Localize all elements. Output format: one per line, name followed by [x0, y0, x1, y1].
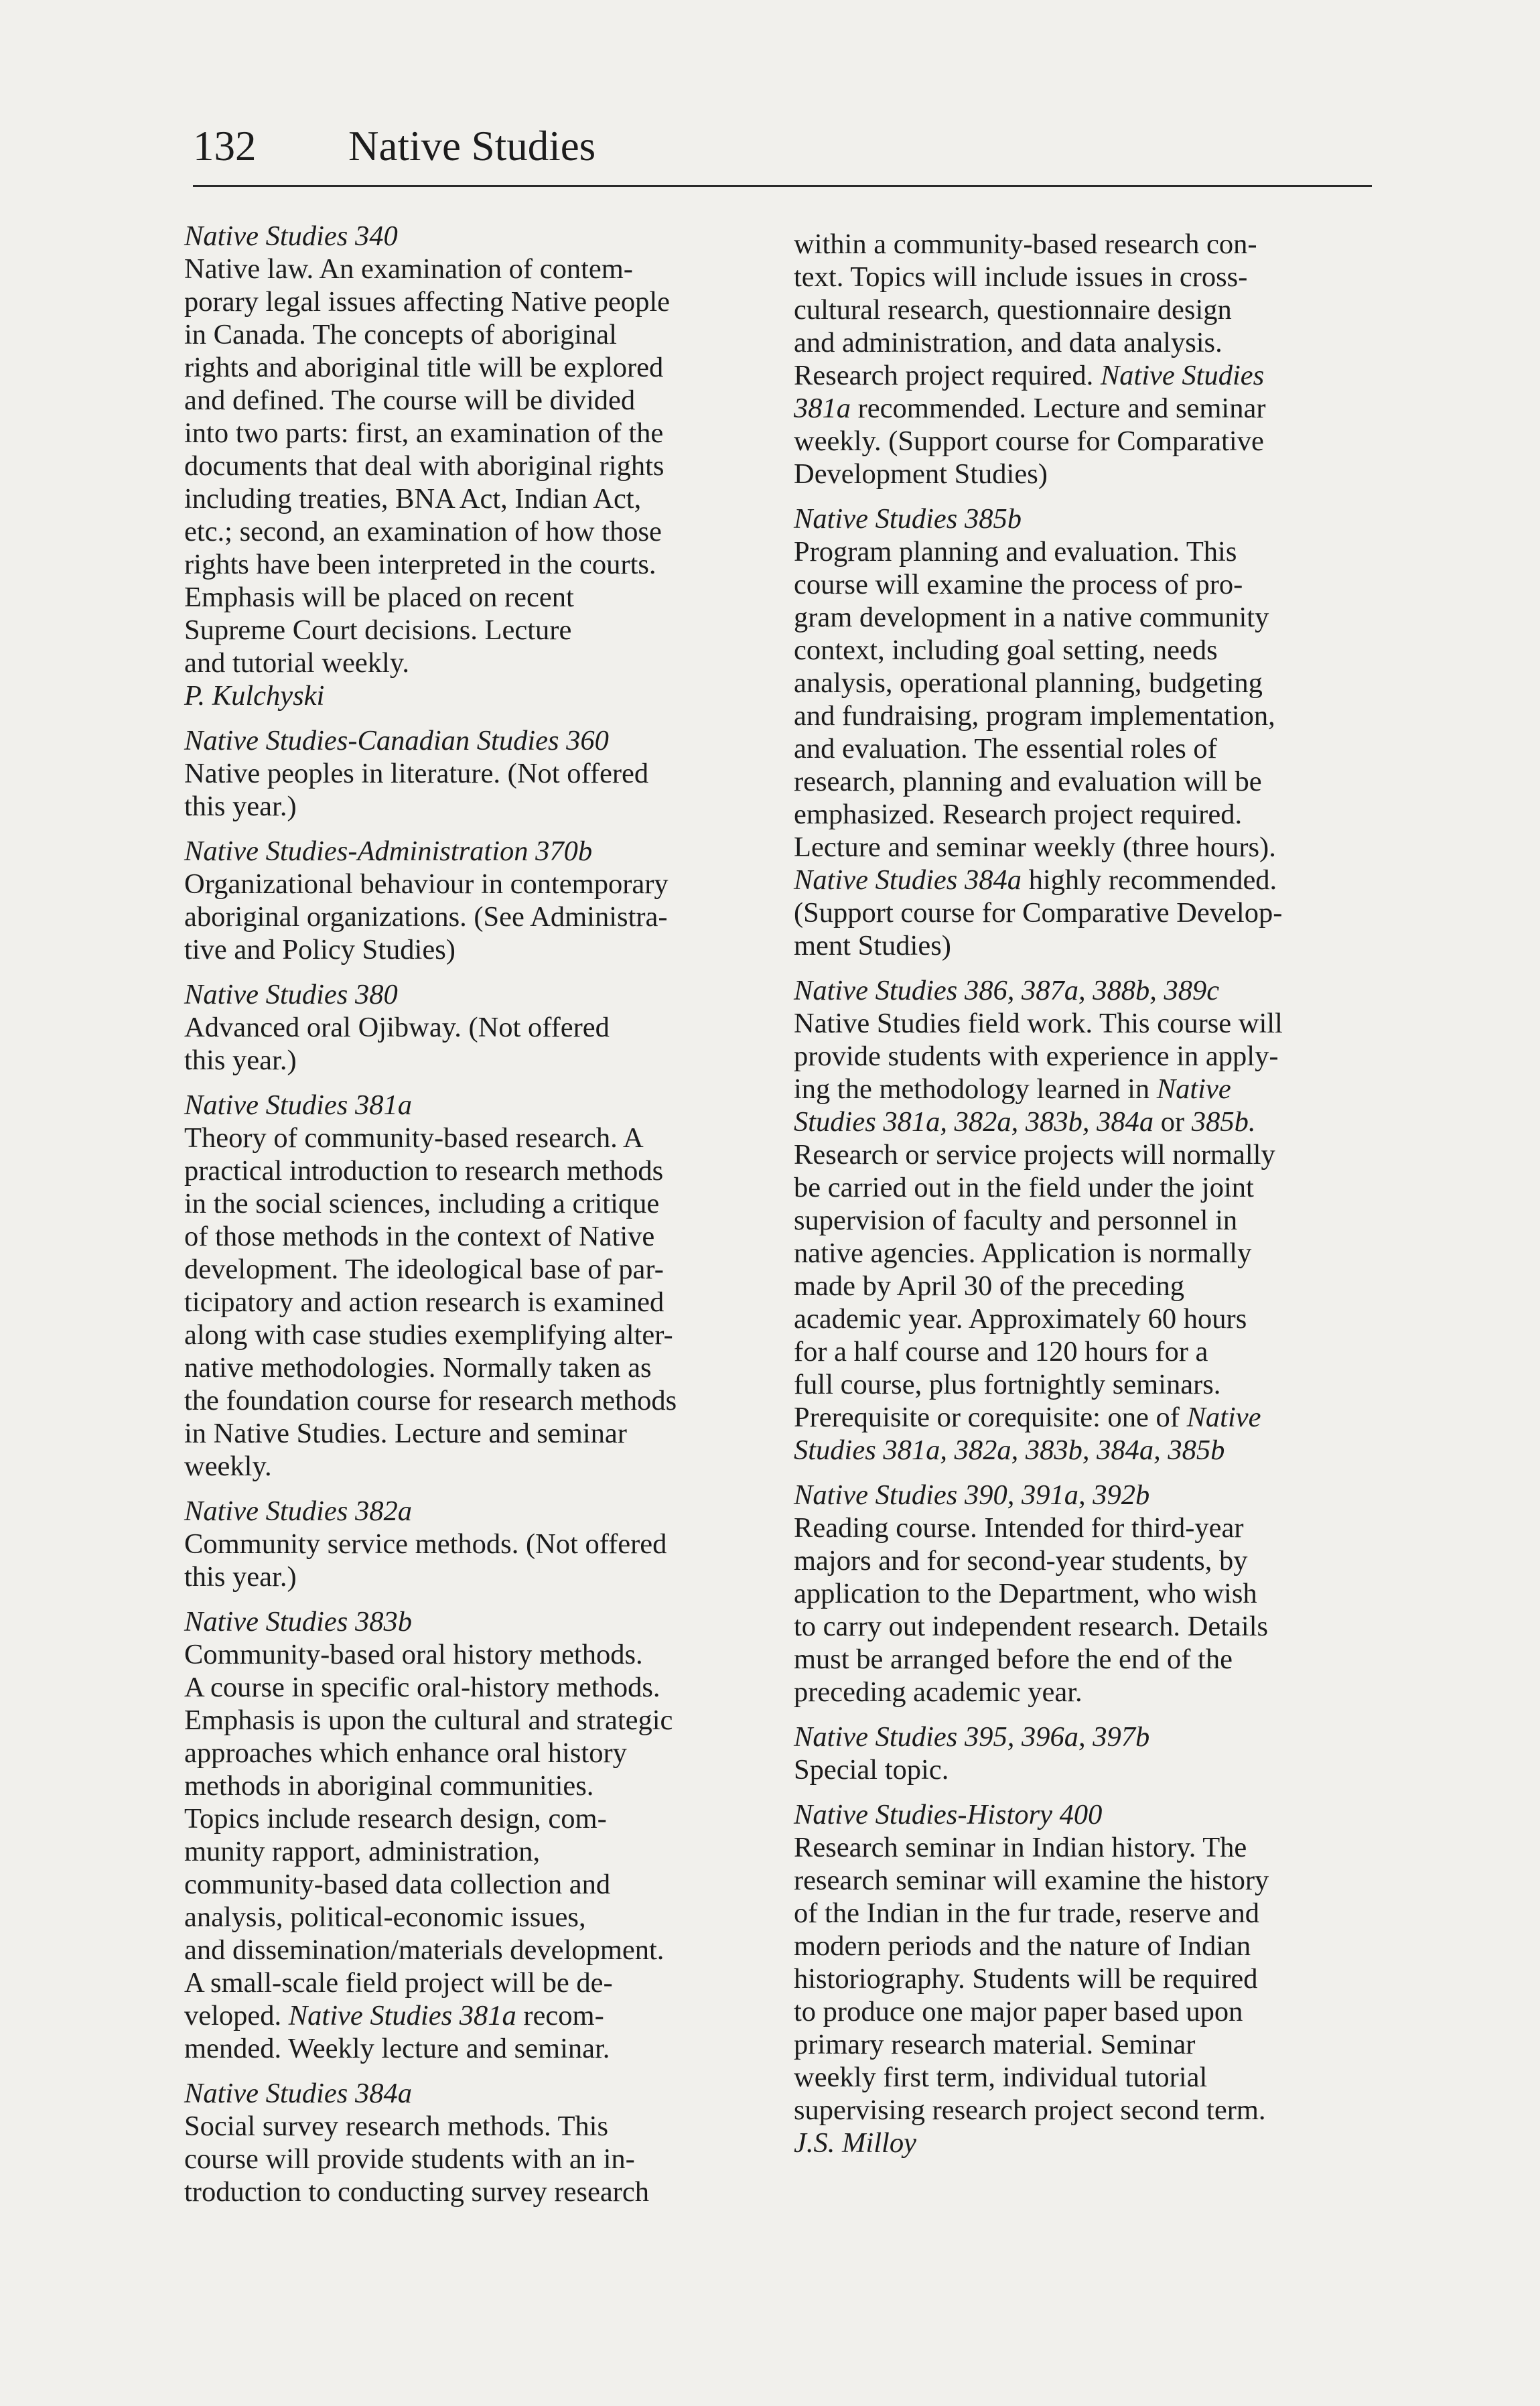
- description-line: practical introduction to research methods: [184, 1155, 664, 1187]
- description-line: full course, plus fortnightly seminars.: [794, 1369, 1221, 1400]
- description-line: Social survey research methods. This: [184, 2111, 609, 2142]
- description-line: provide students with experience in apply-: [794, 1041, 1279, 1072]
- description-line: academic year. Approximately 60 hours: [794, 1303, 1247, 1335]
- description-line: (Support course for Comparative Develop-: [794, 897, 1283, 929]
- course-entry-384a-continued: [794, 228, 1370, 490]
- course-entry-370b: [184, 835, 760, 966]
- description-line: to produce one major paper based upon: [794, 1996, 1243, 2027]
- description-line: [794, 1106, 1370, 1138]
- description-line: [794, 1434, 1370, 1467]
- description-line: course will provide students with an in-: [184, 2143, 635, 2175]
- description-line: historiography. Students will be required: [794, 1963, 1258, 1995]
- description-line: cultural research, questionnaire design: [794, 294, 1232, 326]
- description-line: into two parts: first, an examination of the: [184, 417, 664, 449]
- description-line: community-based data collection and: [184, 1869, 611, 1900]
- course-entry-382a: [184, 1495, 760, 1593]
- line-text: Prerequisite or corequisite: one of: [794, 1402, 1187, 1433]
- description-line: research, planning and evaluation will be: [794, 766, 1262, 797]
- description-line: course will examine the process of pro-: [794, 569, 1243, 600]
- description-line: native methodologies. Normally taken as: [184, 1352, 652, 1384]
- course-reference: Native Studies: [1100, 360, 1265, 391]
- description-line: of the Indian in the fur trade, reserve and: [794, 1897, 1260, 1929]
- description-line: rights have been interpreted in the courts.: [184, 549, 656, 580]
- course-entry-400: [794, 1798, 1370, 2159]
- description-line: [794, 1401, 1370, 1434]
- description-line: modern periods and the nature of Indian: [794, 1930, 1251, 1962]
- description-line: in Native Studies. Lecture and seminar: [184, 1418, 627, 1449]
- description-line: context, including goal setting, needs: [794, 634, 1218, 666]
- description-line: [794, 359, 1370, 392]
- description-line: [794, 864, 1370, 896]
- description-line: in the social sciences, including a critique: [184, 1188, 660, 1219]
- description-line: made by April 30 of the preceding: [794, 1270, 1185, 1302]
- description-line: [794, 1073, 1370, 1106]
- description-line: and tutorial weekly.: [184, 647, 409, 679]
- course-entry-383b: [184, 1605, 760, 2065]
- course-entry-381a: [184, 1089, 760, 1483]
- course-entry-360: [184, 724, 760, 823]
- line-text: veloped.: [184, 2000, 289, 2031]
- description-line: to carry out independent research. Details: [794, 1611, 1269, 1642]
- description-line: the foundation course for research methods: [184, 1385, 677, 1416]
- description-line: Organizational behaviour in contemporary: [184, 868, 669, 900]
- description-line: documents that deal with aboriginal rights: [184, 450, 664, 482]
- description-line: A small-scale field project will be de-: [184, 1967, 613, 1999]
- description-line: this year.): [184, 791, 297, 822]
- description-line: Community service methods. (Not offered: [184, 1528, 667, 1560]
- line-text: or: [1153, 1106, 1192, 1138]
- description-line: development. The ideological base of par-: [184, 1254, 664, 1285]
- description-line: Emphasis is upon the cultural and strategic: [184, 1705, 673, 1736]
- description-line: analysis, operational planning, budgeting: [794, 667, 1263, 699]
- right-column: [794, 228, 1370, 2171]
- description-line: along with case studies exemplifying alter-: [184, 1319, 673, 1351]
- description-line: ment Studies): [794, 930, 951, 961]
- left-column: [184, 220, 760, 2220]
- description-line: supervision of faculty and personnel in: [794, 1205, 1238, 1236]
- description-line: must be arranged before the end of the: [794, 1644, 1233, 1675]
- description-line: Lecture and seminar weekly (three hours).: [794, 831, 1276, 863]
- description-line: weekly first term, individual tutorial: [794, 2062, 1208, 2093]
- course-entry-380: [184, 978, 760, 1077]
- course-title: Native Studies 381a: [184, 1089, 412, 1121]
- description-line: Community-based oral history methods.: [184, 1639, 643, 1670]
- description-line: Development Studies): [794, 458, 1048, 490]
- page-number: 132: [193, 123, 257, 170]
- course-reference: Native: [1186, 1402, 1261, 1433]
- line-text: recommended. Lecture and seminar: [851, 393, 1266, 424]
- description-line: including treaties, BNA Act, Indian Act,: [184, 483, 642, 515]
- description-line: and evaluation. The essential roles of: [794, 733, 1217, 764]
- description-line: be carried out in the field under the joint: [794, 1172, 1254, 1203]
- description-line: Native Studies field work. This course will: [794, 1008, 1283, 1039]
- course-title: Native Studies 380: [184, 979, 398, 1010]
- course-reference: Studies 381a, 382a, 383b, 384a: [794, 1106, 1154, 1138]
- description-line: tive and Policy Studies): [184, 934, 456, 965]
- description-line: gram development in a native community: [794, 602, 1269, 633]
- description-line: and fundraising, program implementation,: [794, 700, 1275, 732]
- description-line: Research seminar in Indian history. The: [794, 1832, 1247, 1863]
- line-text: recom-: [516, 2000, 604, 2031]
- course-title: Native Studies-Administration 370b: [184, 836, 593, 867]
- description-line: of those methods in the context of Native: [184, 1221, 655, 1252]
- description-line: Emphasis will be placed on recent: [184, 582, 574, 613]
- description-line: A course in specific oral-history methods.: [184, 1672, 660, 1703]
- instructor-name: J.S. Milloy: [794, 2127, 916, 2159]
- description-line: and defined. The course will be divided: [184, 385, 636, 416]
- description-line: munity rapport, administration,: [184, 1836, 541, 1867]
- course-entry-395: [794, 1721, 1370, 1786]
- description-line: troduction to conducting survey research: [184, 2176, 649, 2208]
- description-line: [184, 1999, 760, 2032]
- course-reference: Studies 381a, 382a, 383b, 384a, 385b: [794, 1434, 1225, 1466]
- course-title: Native Studies 390, 391a, 392b: [794, 1479, 1150, 1511]
- course-reference: Native Studies 381a: [288, 2000, 516, 2031]
- course-title: Native Studies 383b: [184, 1606, 412, 1638]
- line-text: ing the methodology learned in: [794, 1073, 1157, 1105]
- description-line: aboriginal organizations. (See Administra-: [184, 901, 668, 933]
- running-title: Native Studies: [348, 123, 596, 170]
- course-reference: Native: [1156, 1073, 1231, 1105]
- course-title: Native Studies 385b: [794, 503, 1022, 535]
- description-line: this year.): [184, 1045, 297, 1076]
- course-entry-386: [794, 974, 1370, 1467]
- description-line: and dissemination/materials development.: [184, 1934, 664, 1966]
- instructor-name: P. Kulchyski: [184, 680, 325, 712]
- description-line: preceding academic year.: [794, 1676, 1082, 1708]
- description-line: Advanced oral Ojibway. (Not offered: [184, 1012, 610, 1043]
- description-line: this year.): [184, 1561, 297, 1593]
- page-header: [193, 113, 1372, 180]
- description-line: ticipatory and action research is examined: [184, 1286, 664, 1318]
- description-line: Research or service projects will normally: [794, 1139, 1275, 1171]
- description-line: and administration, and data analysis.: [794, 327, 1222, 358]
- description-line: application to the Department, who wish: [794, 1578, 1257, 1609]
- description-line: approaches which enhance oral history: [184, 1737, 627, 1769]
- description-line: analysis, political-economic issues,: [184, 1901, 586, 1933]
- description-line: Theory of community-based research. A: [184, 1122, 644, 1154]
- course-entry-384a: [184, 2077, 760, 2208]
- description-line: Special topic.: [794, 1754, 949, 1786]
- description-line: Reading course. Intended for third-year: [794, 1512, 1244, 1544]
- course-title: Native Studies 395, 396a, 397b: [794, 1721, 1150, 1753]
- description-line: [794, 392, 1370, 425]
- description-line: methods in aboriginal communities.: [184, 1770, 594, 1802]
- description-line: Native law. An examination of contem-: [184, 253, 633, 285]
- description-line: text. Topics will include issues in cross-: [794, 261, 1248, 293]
- description-line: Native peoples in literature. (Not offered: [184, 758, 649, 789]
- description-line: primary research material. Seminar: [794, 2029, 1196, 2060]
- description-line: Program planning and evaluation. This: [794, 536, 1237, 567]
- description-line: supervising research project second term.: [794, 2094, 1266, 2126]
- course-entry-340: [184, 220, 760, 712]
- description-line: for a half course and 120 hours for a: [794, 1336, 1208, 1367]
- description-line: within a community-based research con-: [794, 228, 1257, 260]
- course-title: Native Studies 382a: [184, 1495, 412, 1527]
- description-line: etc.; second, an examination of how those: [184, 516, 662, 547]
- course-title: Native Studies 384a: [184, 2078, 412, 2109]
- course-title: Native Studies 340: [184, 220, 398, 252]
- course-entry-385b: [794, 503, 1370, 962]
- course-title: Native Studies 386, 387a, 388b, 389c: [794, 975, 1220, 1006]
- description-line: Topics include research design, com-: [184, 1803, 607, 1834]
- description-line: rights and aboriginal title will be explored: [184, 352, 664, 383]
- description-line: porary legal issues affecting Native people: [184, 286, 670, 318]
- course-reference: Native Studies 384a: [794, 864, 1022, 896]
- description-line: majors and for second-year students, by: [794, 1545, 1248, 1577]
- description-line: research seminar will examine the history: [794, 1865, 1269, 1896]
- description-line: native agencies. Application is normally: [794, 1238, 1252, 1269]
- description-line: in Canada. The concepts of aboriginal: [184, 319, 617, 350]
- line-text: Research project required.: [794, 360, 1101, 391]
- line-text: highly recommended.: [1021, 864, 1277, 896]
- description-line: mended. Weekly lecture and seminar.: [184, 2033, 610, 2064]
- description-line: weekly. (Support course for Comparative: [794, 425, 1264, 457]
- course-reference: 385b.: [1191, 1106, 1256, 1138]
- course-title: Native Studies-History 400: [794, 1799, 1103, 1830]
- course-reference: 381a: [794, 393, 851, 424]
- header-rule: [193, 185, 1372, 187]
- description-line: emphasized. Research project required.: [794, 799, 1243, 830]
- course-entry-390: [794, 1479, 1370, 1709]
- description-line: Supreme Court decisions. Lecture: [184, 614, 572, 646]
- description-line: weekly.: [184, 1451, 272, 1482]
- course-title: Native Studies-Canadian Studies 360: [184, 725, 609, 756]
